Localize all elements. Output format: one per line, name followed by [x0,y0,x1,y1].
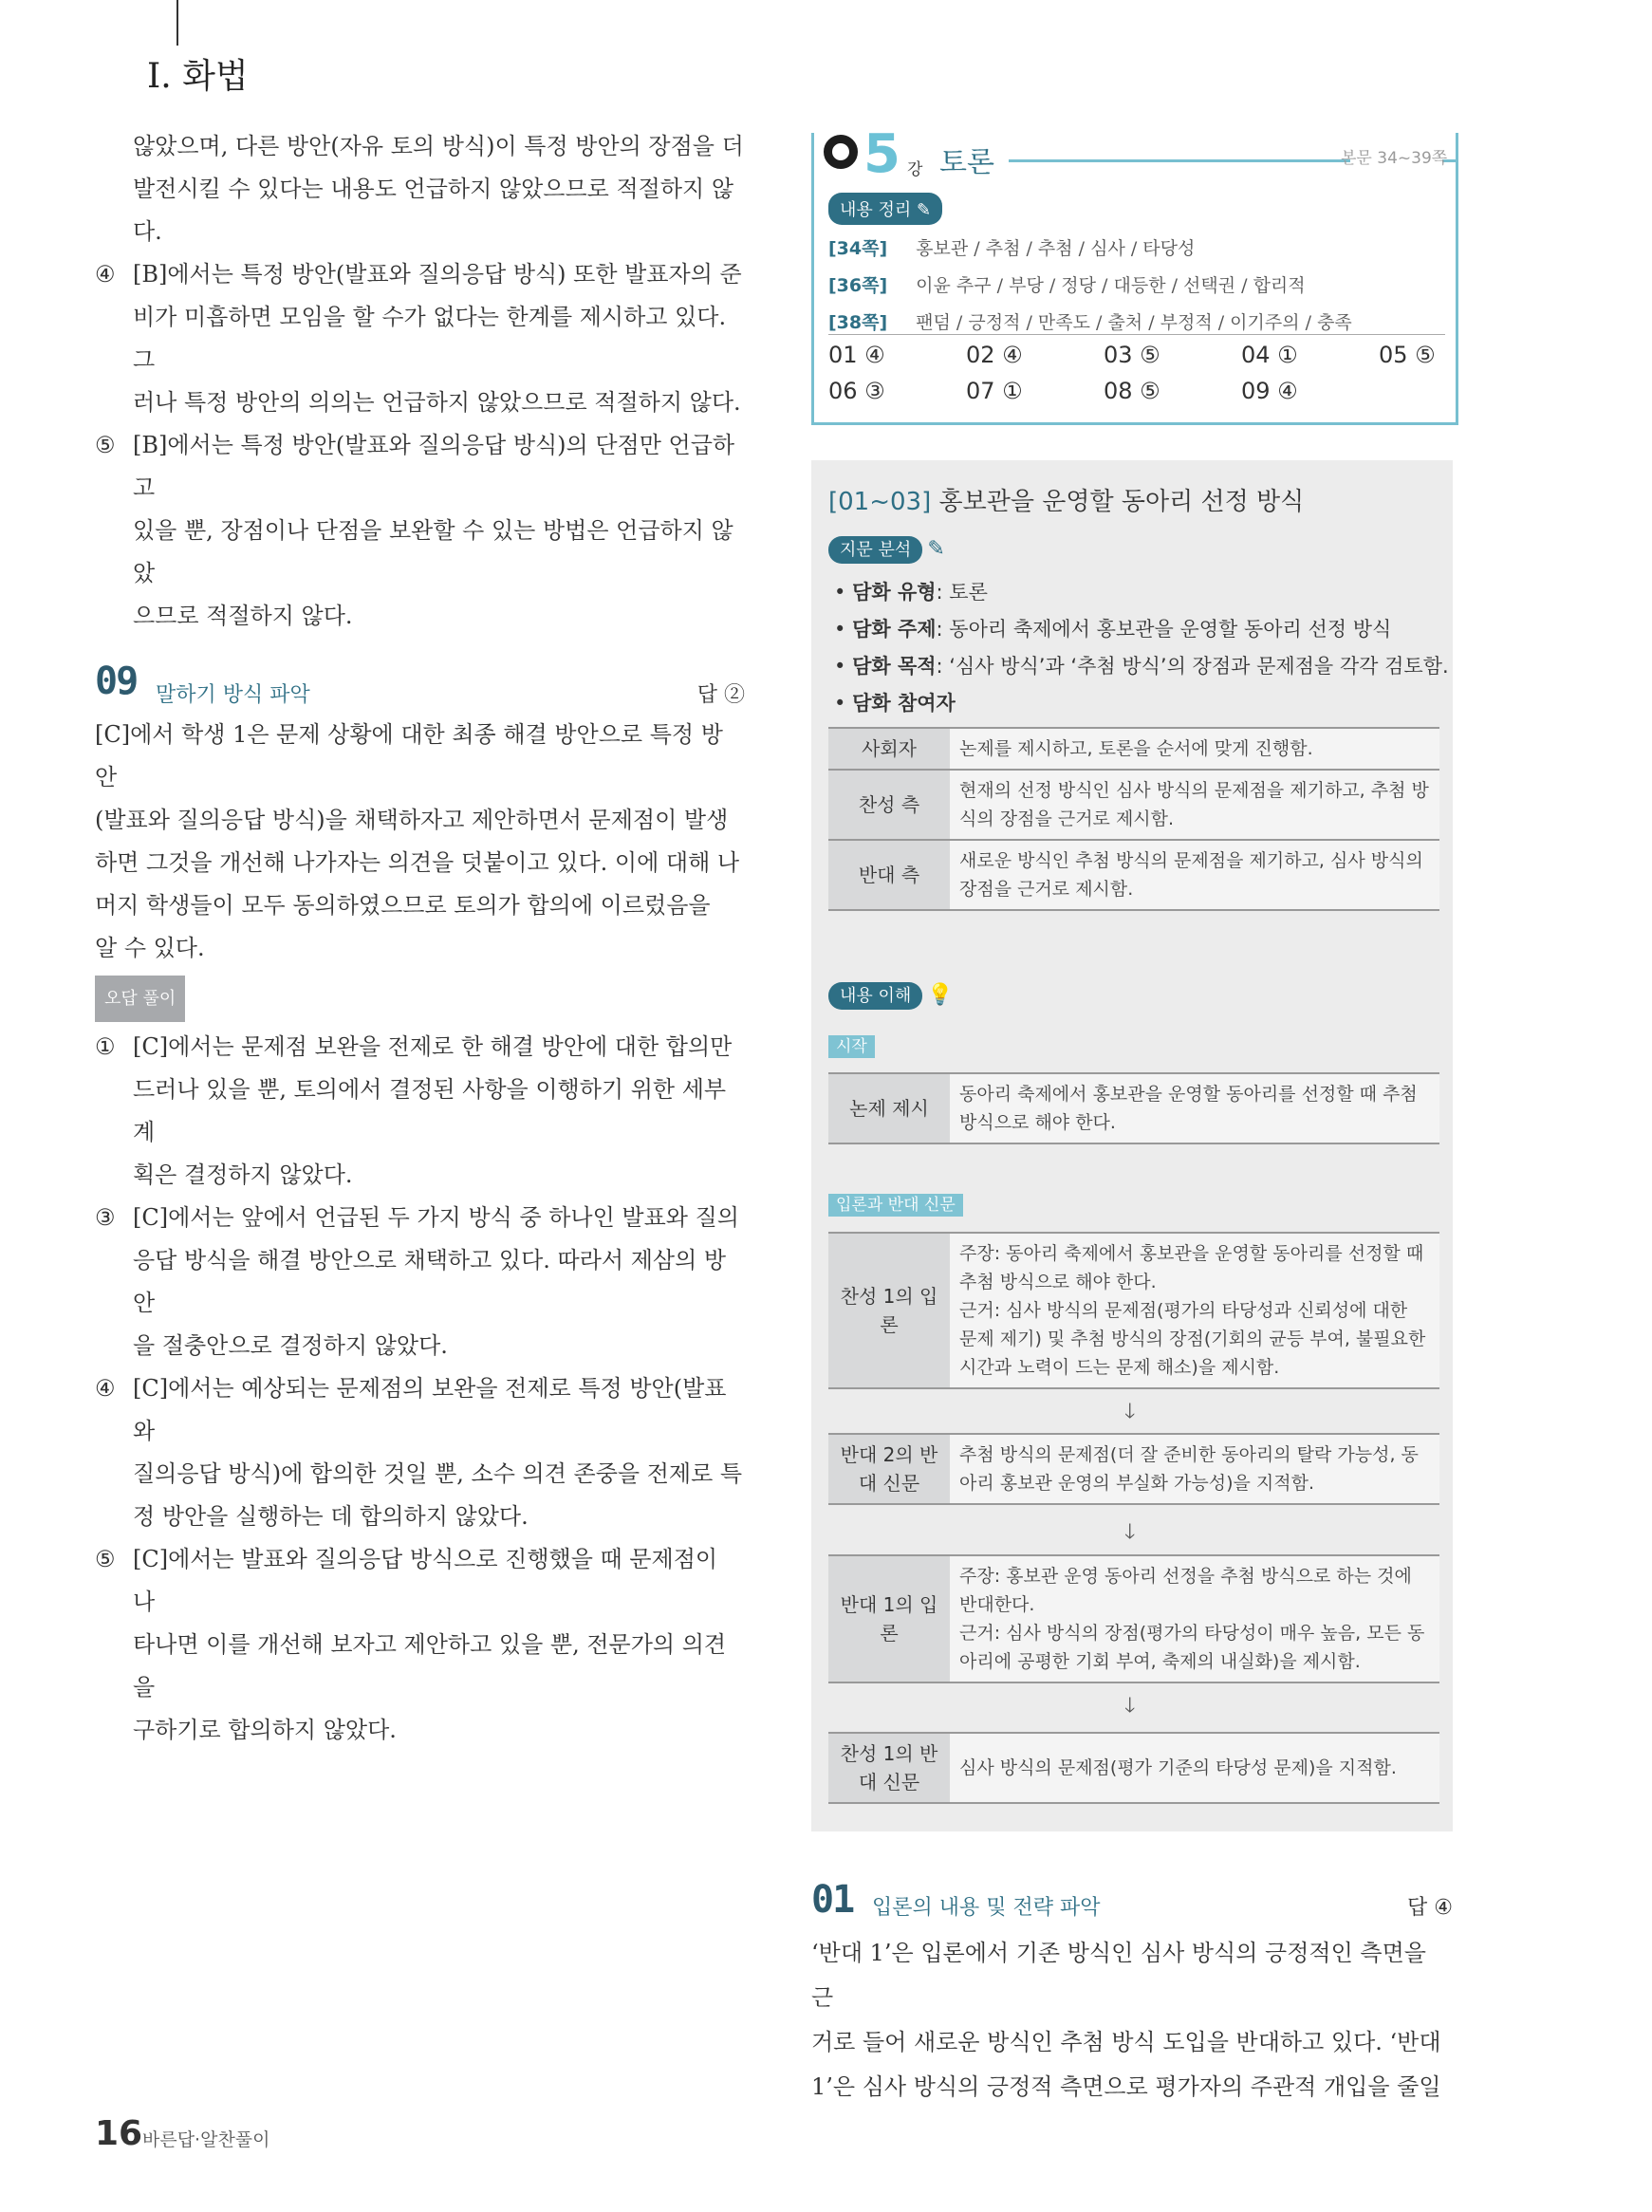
text-line: 정 방안을 실행하는 데 합의하지 않았다. [133,1503,529,1530]
table-row [828,1073,1439,1143]
text-line: 1’은 심사 방식의 긍정적 측면으로 평가자의 주관적 개입을 줄일 [811,2073,1441,2100]
down-arrow-icon: 🡓 [1124,1694,1136,1718]
bullet-text: : 토론 [936,581,988,604]
heading-title: 홍보관을 운영할 동아리 선정 방식 [938,488,1305,516]
table-row [828,1233,1439,1388]
summary-page: [36쪽] [828,275,888,296]
section-pages: 본문 34~39쪽 [1341,149,1448,168]
text-line: [C]에서 학생 1은 문제 상황에 대한 최종 해결 방안으로 특정 방안 [95,721,723,790]
question-number: 09 [95,660,138,703]
debate-tag [828,1191,963,1215]
role-cell: 찬성 측 [828,770,950,840]
book-title: 바른답·알찬풀이 [142,2129,270,2150]
option-item [95,253,745,424]
option-number: ① [95,1033,116,1060]
option-item [95,424,745,638]
answer-key: 08 ⑤ [1104,378,1160,404]
answer-key: 03 ⑤ [1104,342,1160,368]
bullet-item: • 담화 참여자 [834,692,956,715]
answer-key: 02 ④ [966,342,1023,368]
role-cell: 반대 측 [828,840,950,910]
section-title: 토론 [939,146,994,179]
text-line: 다. [133,218,162,245]
flow-step [828,1554,1439,1683]
flow-line: 주장: 홍보관 운영 동아리 선정을 추첨 방식으로 하는 것에 반대한다. [959,1566,1412,1615]
lightbulb-icon: 💡 [927,983,954,1007]
section-number: 5 [863,123,900,185]
option-number: ④ [95,261,116,288]
option-item [95,1538,745,1752]
desc-cell [950,1233,1439,1388]
role-cell: 반대 1의 입론 [828,1555,950,1682]
bullet-label: 담화 유형 [852,581,937,604]
desc-cell: 논제를 제시하고, 토론을 순서에 맞게 진행함. [950,728,1439,770]
text-line: 드러나 있을 뿐, 토의에서 결정된 사항을 이행하기 위한 세부 계 [133,1076,727,1145]
role-cell: 논제 제시 [828,1073,950,1143]
text-line: 하면 그것을 개선해 나가자는 의견을 덧붙이고 있다. 이에 대해 나 [95,849,740,876]
notes-icon: ✎ [917,200,932,220]
summary-page: [38쪽] [828,312,888,333]
flow-step [828,1232,1439,1389]
text-line: [C]에서는 앞에서 언급된 두 가지 방식 중 하나인 발표와 질의 [133,1204,739,1231]
answer-key: 07 ① [966,378,1023,404]
answer-key: 05 ⑤ [1379,342,1436,368]
text-line: 않았으며, 다른 방안(자유 토의 방식)이 특정 방안의 장점을 더 [133,133,744,159]
analysis-heading [828,482,1304,517]
bullet-label: 담화 목적 [852,655,937,678]
summary-tag-label: 내용 정리 [840,200,912,220]
bullet-label: 담화 참여자 [852,692,956,715]
bullet-item: • 담화 목적: ‘심사 방식’과 ‘추첨 방식’의 장점과 문제점을 각각 검토함. [834,655,1449,678]
answer-divider [828,334,1445,335]
text-line: 알 수 있다. [95,935,205,961]
option-number: ③ [95,1204,116,1231]
summary-words: 홍보관 / 추첨 / 추첨 / 심사 / 타당성 [916,238,1196,259]
start-tag-label: 시작 [828,1035,875,1058]
summary-words: 팬덤 / 긍정적 / 만족도 / 출처 / 부정적 / 이기주의 / 충족 [916,312,1352,333]
text-line: 러나 특정 방안의 의의는 언급하지 않았으므로 적절하지 않다. [133,389,741,416]
summary-words: 이윤 추구 / 부당 / 정당 / 대등한 / 선택권 / 합리적 [916,275,1306,296]
bullet-text: : 동아리 축제에서 홍보관을 운영할 동아리 선정 방식 [936,618,1392,641]
thesis-table [828,1072,1439,1144]
answer-key: 01 ④ [828,342,885,368]
table-row [828,1733,1439,1803]
role-cell: 찬성 1의 반대 신문 [828,1733,950,1803]
bullet-label: 담화 주제 [852,618,937,641]
header-rule [176,0,178,46]
text-line: 응답 방식을 해결 방안으로 채택하고 있다. 따라서 제삼의 방안 [133,1247,727,1316]
debate-tag-label: 입론과 반대 신문 [828,1194,963,1217]
understanding-tag [828,982,954,1007]
summary-row [828,308,1352,334]
answer-label: 답 ④ [1407,1896,1453,1920]
question-01 [811,1874,1453,2110]
question-09-body [95,714,745,970]
down-arrow-icon: 🡓 [1124,1400,1136,1423]
wrong-answer-tag: 오답 풀이 [95,976,185,1022]
desc-cell [950,1434,1439,1504]
table-row [828,770,1439,840]
passage-bullets [834,574,1449,722]
passage-tag [828,536,945,561]
summary-row [828,234,1195,260]
text-line: 으므로 적절하지 않다. [133,603,353,629]
heading-range: [01~03] [828,488,932,516]
answer-key: 09 ④ [1241,378,1298,404]
bullet-item: • 담화 유형: 토론 [834,581,988,604]
text-line: [B]에서는 특정 방안(발표와 질의응답 방식) 또한 발표자의 준 [133,261,742,288]
text-line: 타나면 이를 개선해 보자고 제안하고 있을 뿐, 전문가의 의견을 [133,1631,727,1701]
text-line: [C]에서는 예상되는 문제점의 보완을 전제로 특정 방안(발표와 [133,1375,727,1444]
option-number: ④ [95,1375,116,1402]
left-column [95,125,745,1752]
flow-line: 근거: 심사 방식의 문제점(평가의 타당성과 신뢰성에 대한 문제 제기) 및 추첨 방식의 장점(기회의 균등 부여, 불필요한 시간과 노력이 드는 문제 해소)을 제시함. [959,1300,1426,1378]
chapter-title: Ⅰ. 화법 [147,57,249,96]
question-number: 01 [811,1878,854,1922]
question-01-body [811,1931,1453,2110]
desc-cell: 현재의 선정 방식인 심사 방식의 문제점을 제기하고, 추첨 방식의 장점을 근거로 제시함. [950,770,1439,840]
table-row [828,1555,1439,1682]
text-line: 구하기로 합의하지 않았다. [133,1717,397,1743]
option-item [95,1367,745,1538]
text-line: 질의응답 방식)에 합의한 것일 뿐, 소수 의견 존중을 전제로 특 [133,1460,743,1487]
text-line: 거로 들어 새로운 방식인 추첨 방식 도입을 반대하고 있다. ‘반대 [811,2029,1441,2055]
section-ring-icon [824,135,858,169]
answer-key: 06 ③ [828,378,885,404]
table-row [828,840,1439,910]
flow-step [828,1732,1439,1804]
text-line: [C]에서는 발표와 질의응답 방식으로 진행했을 때 문제점이 나 [133,1546,718,1615]
passage-tag-label: 지문 분석 [828,536,922,564]
bullet-text: : ‘심사 방식’과 ‘추첨 방식’의 장점과 문제점을 각각 검토함. [936,655,1449,678]
role-cell: 반대 2의 반대 신문 [828,1434,950,1504]
flow-line: 심사 방식의 문제점(평가 기준의 타당성 문제)을 지적함. [959,1757,1397,1778]
text-line: 있을 뿐, 장점이나 단점을 보완할 수 있는 방법은 언급하지 않았 [133,517,733,586]
flow-line: 근거: 심사 방식의 장점(평가의 타당성이 매우 높음, 모든 동아리에 공평한 기회 부여, 축제의 내실화)을 제시함. [959,1623,1425,1672]
option-item [95,1197,745,1367]
option-item [95,1026,745,1197]
question-title: 말하기 방식 파악 [156,683,310,707]
understanding-tag-label: 내용 이해 [828,982,922,1010]
desc-cell: 동아리 축제에서 홍보관을 운영할 동아리를 선정할 때 추첨 방식으로 해야 한다. [950,1073,1439,1143]
summary-tag [828,193,942,225]
text-line: [C]에서는 문제점 보완을 전제로 한 해결 방안에 대한 합의만 [133,1033,733,1060]
question-09-header [95,657,745,714]
option-number: ⑤ [95,432,116,458]
text-line: [B]에서는 특정 방안(발표와 질의응답 방식)의 단점만 언급하고 [133,432,735,501]
summary-page: [34쪽] [828,238,888,259]
bullet-item: • 담화 주제: 동아리 축제에서 홍보관을 운영할 동아리 선정 방식 [834,618,1392,641]
table-row [828,1434,1439,1504]
role-cell: 찬성 1의 입론 [828,1233,950,1388]
text-line: 을 절충안으로 결정하지 않았다. [133,1332,448,1359]
pencil-icon: ✎ [927,537,945,561]
box-top-rule [1009,159,1350,162]
down-arrow-icon: 🡓 [1124,1520,1136,1544]
flow-line: 주장: 동아리 축제에서 홍보관을 운영할 동아리를 선정할 때 추첨 방식으로 해야 한다. [959,1243,1424,1292]
summary-row [828,271,1306,297]
text-line: 비가 미흡하면 모임을 할 수가 없다는 한계를 제시하고 있다. 그 [133,304,727,373]
option-number: ⑤ [95,1546,116,1572]
continued-paragraph [95,125,745,253]
text-line: 머지 학생들이 모두 동의하였으므로 토의가 합의에 이르렀음을 [95,892,711,919]
role-cell: 사회자 [828,728,950,770]
text-line: 획은 결정하지 않았다. [133,1162,353,1188]
text-line: (발표와 질의응답 방식)을 채택하자고 제안하면서 문제점이 발생 [95,807,729,833]
participants-table [828,727,1439,911]
table-row [828,728,1439,770]
start-tag [828,1032,875,1056]
desc-cell [950,1733,1439,1803]
desc-cell [950,1555,1439,1682]
question-title: 입론의 내용 및 전략 파악 [872,1896,1101,1920]
question-01-header [811,1874,1453,1931]
section-gang-label: 강 [907,160,923,179]
page-number: 16 [95,2114,143,2153]
answer-key: 04 ① [1241,342,1298,368]
flow-line: 추첨 방식의 문제점(더 잘 준비한 동아리의 탈락 가능성, 동아리 홍보관 운영의 부실화 가능성)을 지적함. [959,1444,1419,1494]
answer-label: 답 ② [696,683,745,707]
text-line: 발전시킬 수 있다는 내용도 언급하지 않았으므로 적절하지 않 [133,176,734,202]
desc-cell: 새로운 방식인 추첨 방식의 문제점을 제기하고, 심사 방식의 장점을 근거로 제시함. [950,840,1439,910]
text-line: ‘반대 1’은 입론에서 기존 방식인 심사 방식의 긍정적인 측면을 근 [811,1940,1426,2011]
flow-step [828,1433,1439,1505]
